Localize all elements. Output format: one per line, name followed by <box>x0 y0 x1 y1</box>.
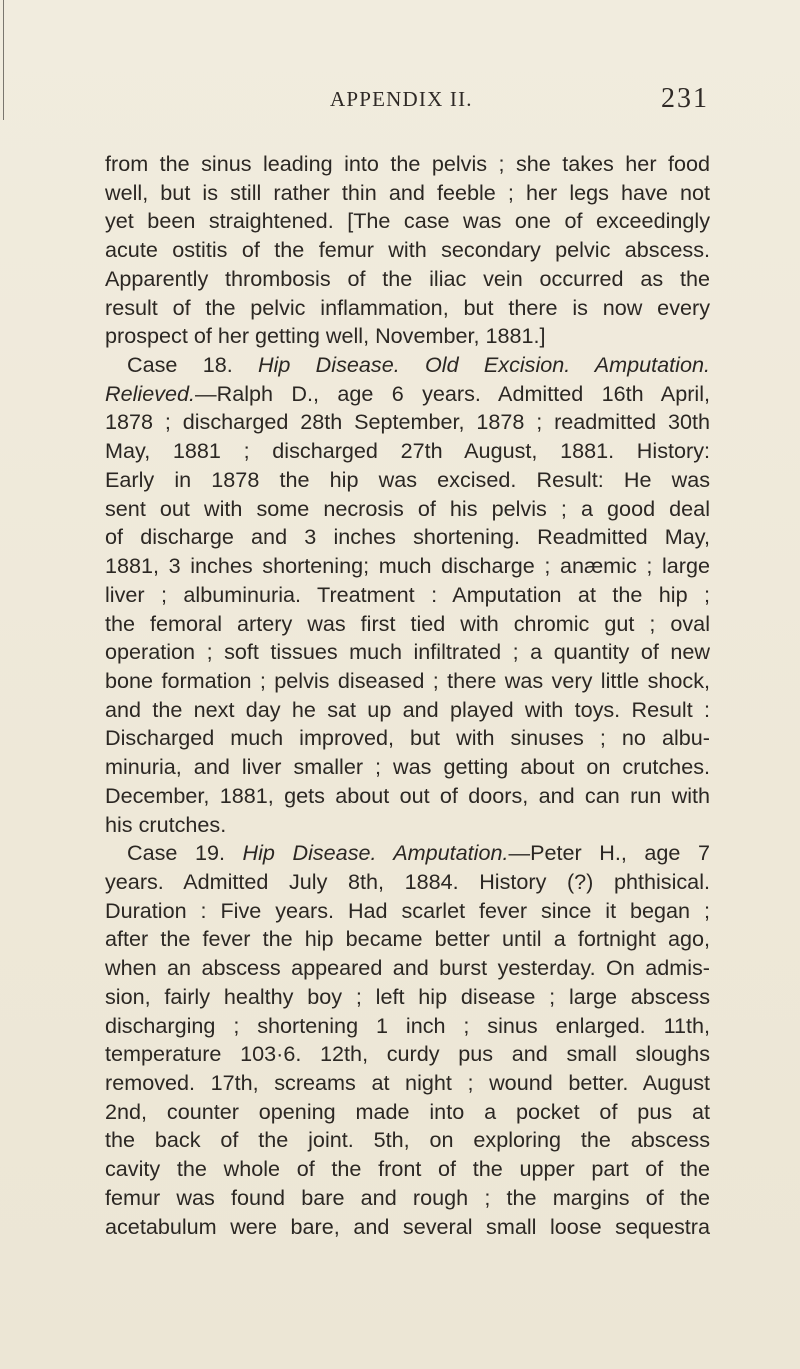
text-line <box>105 610 710 639</box>
text-segment: years. Admitted July 8th, 1884. History (?) phthisical. <box>105 868 710 894</box>
text-segment: 2nd, counter opening made into a pocket of pus at <box>105 1098 710 1124</box>
text-segment: 1881, 3 inches shortening; much discharge ; anæmic ; large <box>105 553 710 579</box>
text-line <box>105 1155 710 1184</box>
text-line <box>105 897 710 926</box>
text-segment: operation ; soft tissues much infiltrated ; a quantity of new <box>105 639 710 665</box>
page-number: 231 <box>661 83 709 114</box>
text-line <box>105 523 710 552</box>
text-segment: —Ralph D., age 6 years. Admitted 16th April, <box>195 380 710 406</box>
text-segment: minuria, and liver smaller ; was getting about on crutches. <box>105 754 710 780</box>
italic-text: Hip Disease. Amputation. <box>242 840 509 866</box>
text-segment: yet been straightened. [The case was one of exceedingly <box>105 208 710 234</box>
text-segment: bone formation ; pelvis diseased ; there was very little shock, <box>105 667 710 693</box>
text-line <box>105 552 710 581</box>
text-segment: his crutches. <box>105 811 227 837</box>
text-line <box>105 1184 710 1213</box>
text-segment: and the next day he sat up and played with toys. Result : <box>105 696 710 722</box>
text-segment: May, 1881 ; discharged 27th August, 1881. History: <box>105 438 710 464</box>
text-line <box>105 638 710 667</box>
text-line <box>105 1098 710 1127</box>
text-segment: acetabulum were bare, and several small loose sequestra <box>105 1213 710 1239</box>
text-segment: liver ; albuminuria. Treatment : Amputation at the hip ; <box>105 581 710 607</box>
text-segment: Apparently thrombosis of the iliac vein occurred as the <box>105 265 710 291</box>
text-line <box>105 1069 710 1098</box>
text-segment: when an abscess appeared and burst yesterday. On admis- <box>105 955 710 981</box>
text-line <box>105 983 710 1012</box>
italic-text: Relieved. <box>105 380 196 406</box>
text-line <box>105 150 710 179</box>
text-line <box>105 581 710 610</box>
text-segment: of discharge and 3 inches shortening. Readmitted May, <box>105 524 710 550</box>
text-line <box>105 179 710 208</box>
text-line <box>105 839 710 868</box>
text-line <box>105 466 710 495</box>
body-text <box>105 150 710 1241</box>
text-line <box>105 782 710 811</box>
italic-text: Hip Disease. Old Excision. Amputation. <box>258 352 710 378</box>
text-segment: sent out with some necrosis of his pelvis ; a good deal <box>105 495 710 521</box>
text-line <box>105 351 710 380</box>
text-line <box>105 811 710 840</box>
text-line <box>105 1126 710 1155</box>
text-line <box>105 954 710 983</box>
running-head <box>0 83 800 127</box>
text-segment: cavity the whole of the front of the upper part of the <box>105 1156 710 1182</box>
text-segment: the femoral artery was first tied with chromic gut ; oval <box>105 610 710 636</box>
text-segment: the back of the joint. 5th, on exploring the abscess <box>105 1127 710 1153</box>
text-segment: prospect of her getting well, November, 1881.] <box>105 323 546 349</box>
text-segment: Early in 1878 the hip was excised. Result: He was <box>105 466 710 492</box>
text-line <box>105 925 710 954</box>
text-line <box>105 696 710 725</box>
text-segment: from the sinus leading into the pelvis ; she takes her food <box>105 151 710 176</box>
text-line <box>105 265 710 294</box>
text-segment: well, but is still rather thin and feeble ; her legs have not <box>105 179 710 205</box>
running-title: APPENDIX II. <box>330 87 473 111</box>
text-line <box>105 294 710 323</box>
text-segment: femur was found bare and rough ; the margins of the <box>105 1184 710 1210</box>
text-segment: Duration : Five years. Had scarlet fever since it began ; <box>105 897 710 923</box>
text-segment: 1878 ; discharged 28th September, 1878 ; readmitted 30th <box>105 409 710 435</box>
text-segment: —Peter H., age 7 <box>508 840 710 866</box>
text-line <box>105 322 710 351</box>
text-segment: sion, fairly healthy boy ; left hip disease ; large abscess <box>105 983 710 1009</box>
text-line <box>105 437 710 466</box>
text-line <box>105 408 710 437</box>
text-segment: temperature 103·6. 12th, curdy pus and small sloughs <box>105 1041 710 1067</box>
text-segment: Case 18. <box>127 352 258 378</box>
text-line <box>105 207 710 236</box>
text-line <box>105 724 710 753</box>
text-line <box>105 667 710 696</box>
text-segment: December, 1881, gets about out of doors, and can run with <box>105 782 710 808</box>
text-segment: after the fever the hip became better until a fortnight ago, <box>105 926 710 952</box>
text-line <box>105 753 710 782</box>
text-line <box>105 1012 710 1041</box>
text-line <box>105 380 710 409</box>
text-segment: Discharged much improved, but with sinuses ; no albu- <box>105 725 710 751</box>
text-segment: result of the pelvic inflammation, but there is now every <box>105 294 710 320</box>
text-segment: discharging ; shortening 1 inch ; sinus enlarged. 11th, <box>105 1012 710 1038</box>
text-segment: Case 19. <box>127 840 243 866</box>
text-segment: removed. 17th, screams at night ; wound better. August <box>105 1070 710 1095</box>
text-line <box>105 495 710 524</box>
text-line <box>105 1040 710 1069</box>
text-line <box>105 868 710 897</box>
text-segment: acute ostitis of the femur with secondary pelvic abscess. <box>105 237 710 263</box>
text-line <box>105 1213 710 1242</box>
text-line <box>105 236 710 265</box>
